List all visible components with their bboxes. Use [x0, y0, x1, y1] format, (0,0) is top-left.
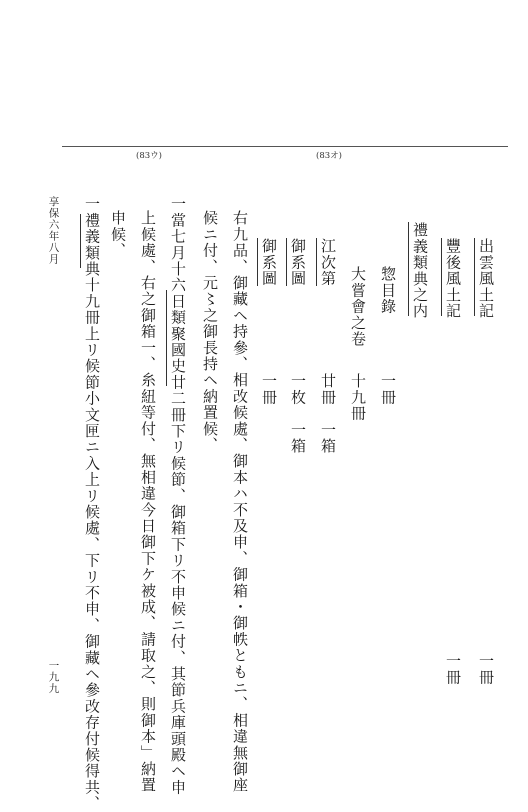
item-goshidai-count: 廿冊 一箱	[319, 373, 337, 454]
title-sideline	[408, 222, 409, 316]
item-okeizu-book-count: 一冊	[260, 373, 278, 406]
body-col-3: 一當七月十六日類聚國史廿二冊下リ候節、御箱下リ不申候ニ付、其節兵庫頭殿ヘ申	[169, 196, 187, 796]
body-col-4: 上候處、右之御箱一、糸紐等付、無相違今日御下ケ被成、請取之、則御本」納置	[139, 210, 157, 794]
page-marker-83o: (83オ)	[316, 151, 342, 161]
item-daijoe-title: 大嘗會之卷	[349, 266, 367, 347]
item-bungo-fudoki-count: 一冊	[444, 653, 462, 686]
body-col-2: 候ニ付、元〻之御長持ヘ納置候、	[201, 210, 219, 453]
title-sideline	[441, 238, 442, 316]
item-izumo-fudoki-count: 一冊	[477, 653, 495, 686]
body-col-1: 右九品、御藏ヘ持參、相改候處、御本ハ不及申、御箱・御帙ともニ、相違無御座	[231, 210, 249, 794]
body-col-6: 一禮義類典十九冊上リ候節小文匣ニ入上リ候處、下リ不申、御藏ヘ參改存付候得共、	[83, 196, 101, 812]
title-sideline	[474, 238, 475, 316]
top-rule	[62, 146, 508, 147]
title-sideline	[166, 290, 167, 386]
item-okeizu-book-title: 御系圖	[260, 238, 278, 287]
page-number: 一九九	[47, 660, 60, 695]
item-okeizu-scroll-title: 御系圖	[289, 238, 307, 287]
item-daijoe-count: 十九冊	[349, 373, 367, 422]
item-okeizu-scroll-count: 一枚 一箱	[289, 373, 307, 454]
item-somokuroku-title: 惣目錄	[379, 266, 397, 315]
item-reigi-ruiten-heading: 禮義類典之内	[411, 222, 429, 320]
side-date-note: 享保六年八月	[47, 196, 60, 265]
title-sideline	[80, 214, 81, 268]
page-marker-83u: (83ウ)	[136, 151, 162, 161]
body-col-5: 申候、	[109, 210, 127, 259]
title-sideline	[316, 238, 317, 286]
item-goshidai-title: 江次第	[319, 238, 337, 287]
item-bungo-fudoki-title: 豐後風土記	[444, 238, 462, 319]
item-somokuroku-count: 一冊	[379, 373, 397, 406]
title-sideline	[257, 238, 258, 286]
title-sideline	[286, 238, 287, 286]
item-izumo-fudoki-title: 出雲風土記	[477, 238, 495, 319]
